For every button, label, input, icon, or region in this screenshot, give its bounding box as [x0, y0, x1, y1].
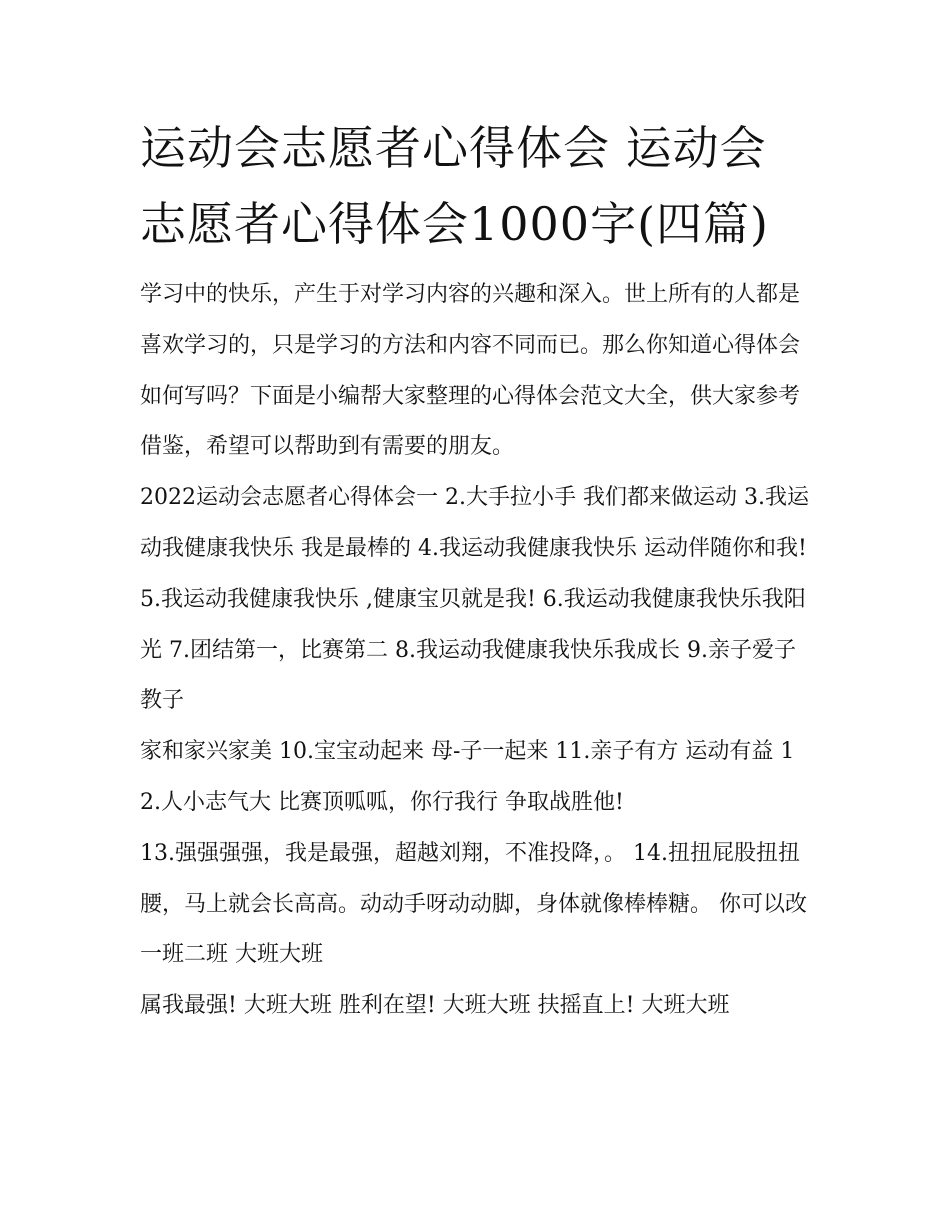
paragraph-slogans-5: 属我最强! 大班大班 胜利在望! 大班大班 扶摇直上! 大班大班 — [140, 993, 730, 1019]
document-body — [140, 270, 812, 1032]
paragraph-intro: 学习中的快乐，产生于对学习内容的兴趣和深入。世上所有的人都是喜欢学习的，只是学习的方法和内容不同而已。那么你知道心得体会如何写吗？下面是小编帮大家整理的心得体会范文大全，供大家参考借鉴，希望可以帮助到有需要的朋友。 — [140, 282, 801, 460]
document-content — [140, 110, 812, 1032]
paragraph-slogans-4: 13.强强强强，我是最强，超越刘翔，不准投降，。 14.扭扭屁股扭扭腰，马上就会长高高。动动手呀动动脚，身体就像棒棒糖。 你可以改一班二班 大班大班 — [140, 840, 807, 968]
paragraph-slogans-1: 2022运动会志愿者心得体会一 2.大手拉小手 我们都来做运动 3.我运动我健康我快乐 我是最棒的 4.我运动我健康我快乐 运动伴随你和我! — [140, 485, 809, 561]
document-title: 运动会志愿者心得体会 运动会志愿者心得体会1000字(四篇) — [140, 121, 769, 251]
paragraph-slogans-2: 5.我运动我健康我快乐 ,健康宝贝就是我! 6.我运动我健康我快乐我阳光 7.团结第一，比赛第二 8.我运动我健康我快乐我成长 9.亲子爱子教子 — [140, 586, 806, 714]
paragraph-slogans-3: 家和家兴家美 10.宝宝动起来 母-子一起来 11.亲子有方 运动有益 12.人小志气大 比赛顶呱呱，你行我行 争取战胜他! — [140, 739, 795, 815]
